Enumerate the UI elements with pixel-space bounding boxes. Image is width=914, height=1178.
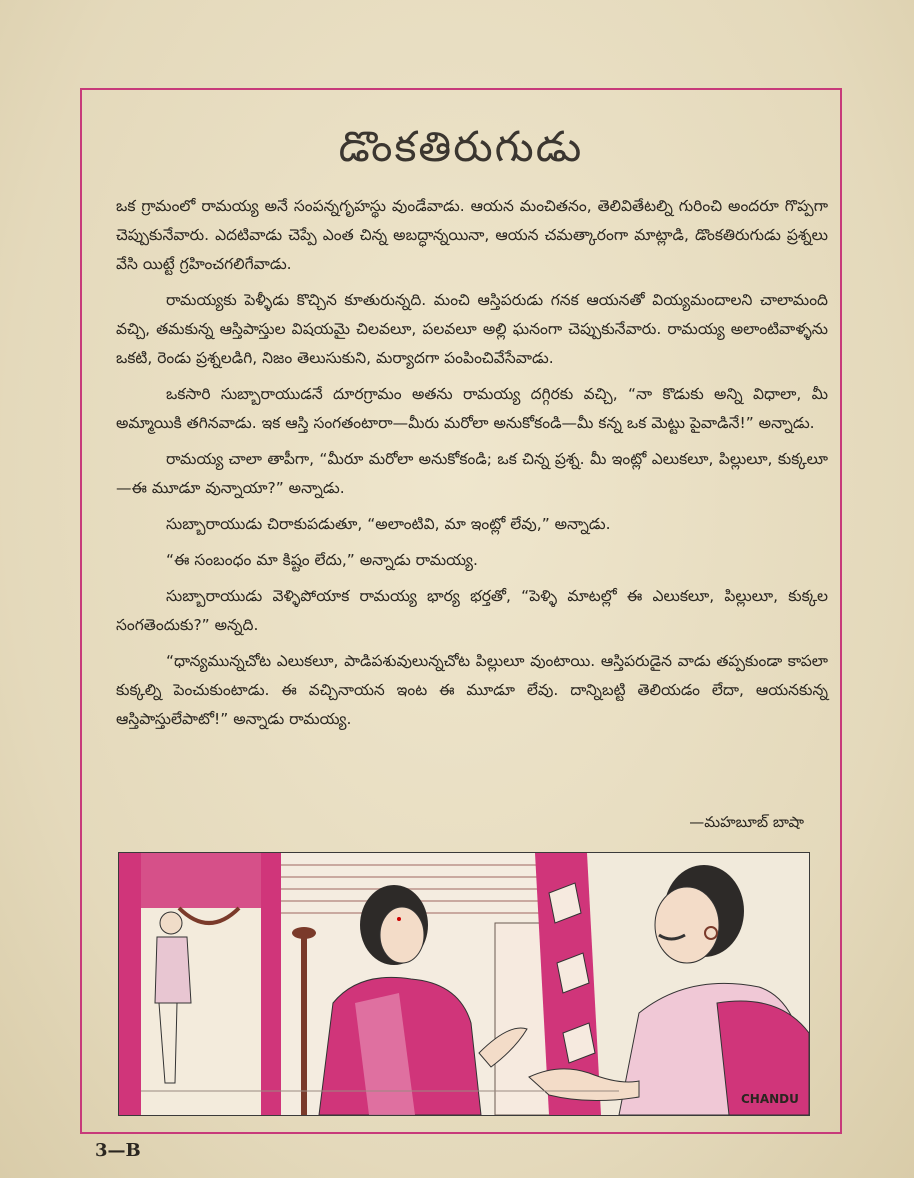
paragraph-6: “ఈ సంబంధం మా కిష్టం లేదు,” అన్నాడు రామయ్య.: [166, 551, 478, 569]
leaving-man-body: [155, 937, 191, 1003]
paragraph-7: సుబ్బారాయుడు వెళ్ళిపోయాక రామయ్య భార్య భర్తతో, “పెళ్ళి మాటల్లో ఈ ఎలుకలూ, పిల్లులూ, కుక్కల సంగతెందుకు?” అన్నది.: [116, 587, 828, 634]
lamp-top: [292, 927, 316, 939]
story-illustration: [118, 852, 810, 1116]
story-title: డొంకతిరుగుడు: [338, 122, 584, 171]
paragraph-8: “ధాన్యమున్నచోట ఎలుకలూ, పాడిపశువులున్నచోట పిల్లులూ వుంటాయి. ఆస్తిపరుడైన వాడు తప్పకుండా కాపలా కుక్కల్ని పెంచుకుంటాడు. ఈ వచ్చినాయన ఇంట ఈ మూడూ లేవు. దాన్నిబట్టి తెలియడం లేదా, ఆయనకున్న ఆస్తిపాస్తులేపాటో!” అన్నాడు రామయ్య.: [116, 652, 828, 728]
lamp-stand: [301, 933, 307, 1115]
author-signature: —మహబూబ్ బాషా: [689, 813, 804, 831]
illustrator-signature: CHANDU: [741, 1092, 799, 1106]
lintel: [141, 853, 281, 908]
page-number: 3—B: [95, 1140, 141, 1161]
paragraph-5: సుబ్బారాయుడు చిరాకుపడుతూ, “అలాంటివి, మా ఇంట్లో లేవు,” అన్నాడు.: [166, 515, 611, 533]
illustration-drawing: [119, 853, 809, 1115]
paragraph-2: రామయ్యకు పెళ్ళీడు కొచ్చిన కూతురున్నది. మంచి ఆస్తిపరుడు గనక ఆయనతో వియ్యమందాలని చాలామంది వచ్చి, తమకున్న ఆస్తిపాస్తుల విషయమై చిలవలూ, పలవలూ అల్లి ఘనంగా చెప్పుకునేవారు. రామయ్య అలాంటివాళ్ళను ఒకటి, రెండు ప్రశ్నలడిగి, నిజం తెలుసుకుని, మర్యాదగా పంపించివేసేవాడు.: [116, 291, 828, 367]
story-body: [116, 192, 828, 741]
door-pillar: [261, 853, 281, 1115]
leaving-man-head: [160, 912, 182, 934]
paragraph-1: ఒక గ్రామంలో రామయ్య అనే సంపన్నగృహస్థు వుండేవాడు. ఆయన మంచితనం, తెలివితేటల్ని గురించి అందరూ గొప్పగా చెప్పుకునేవారు. ఎదటివాడు చెప్పే ఎంత చిన్న అబద్ధాన్నయినా, ఆయన చమత్కారంగా మాట్లాడి, డొంకతిరుగుడు ప్రశ్నలు వేసి యిట్టే గ్రహించగలిగేవాడు.: [116, 197, 828, 273]
left-pillar: [119, 853, 141, 1115]
paragraph-3: ఒకసారి సుబ్బారాయుడనే దూరగ్రామం అతను రామయ్య దగ్గిరకు వచ్చి, “నా కొడుకు అన్ని విధాలా, మీ అమ్మాయికి తగినవాడు. ఇక ఆస్తి సంగతంటారా—మీరు మరోలా అనుకోకండి—మీ కన్న ఒక మెట్టు పైవాడినే!” అన్నాడు.: [116, 385, 828, 432]
paragraph-4: రామయ్య చాలా తాపీగా, “మీరూ మరోలా అనుకోకండి; ఒక చిన్న ప్రశ్న. మీ ఇంట్లో ఎలుకలూ, పిల్లులూ, కుక్కలూ—ఈ మూడూ వున్నాయా?” అన్నాడు.: [116, 450, 828, 497]
